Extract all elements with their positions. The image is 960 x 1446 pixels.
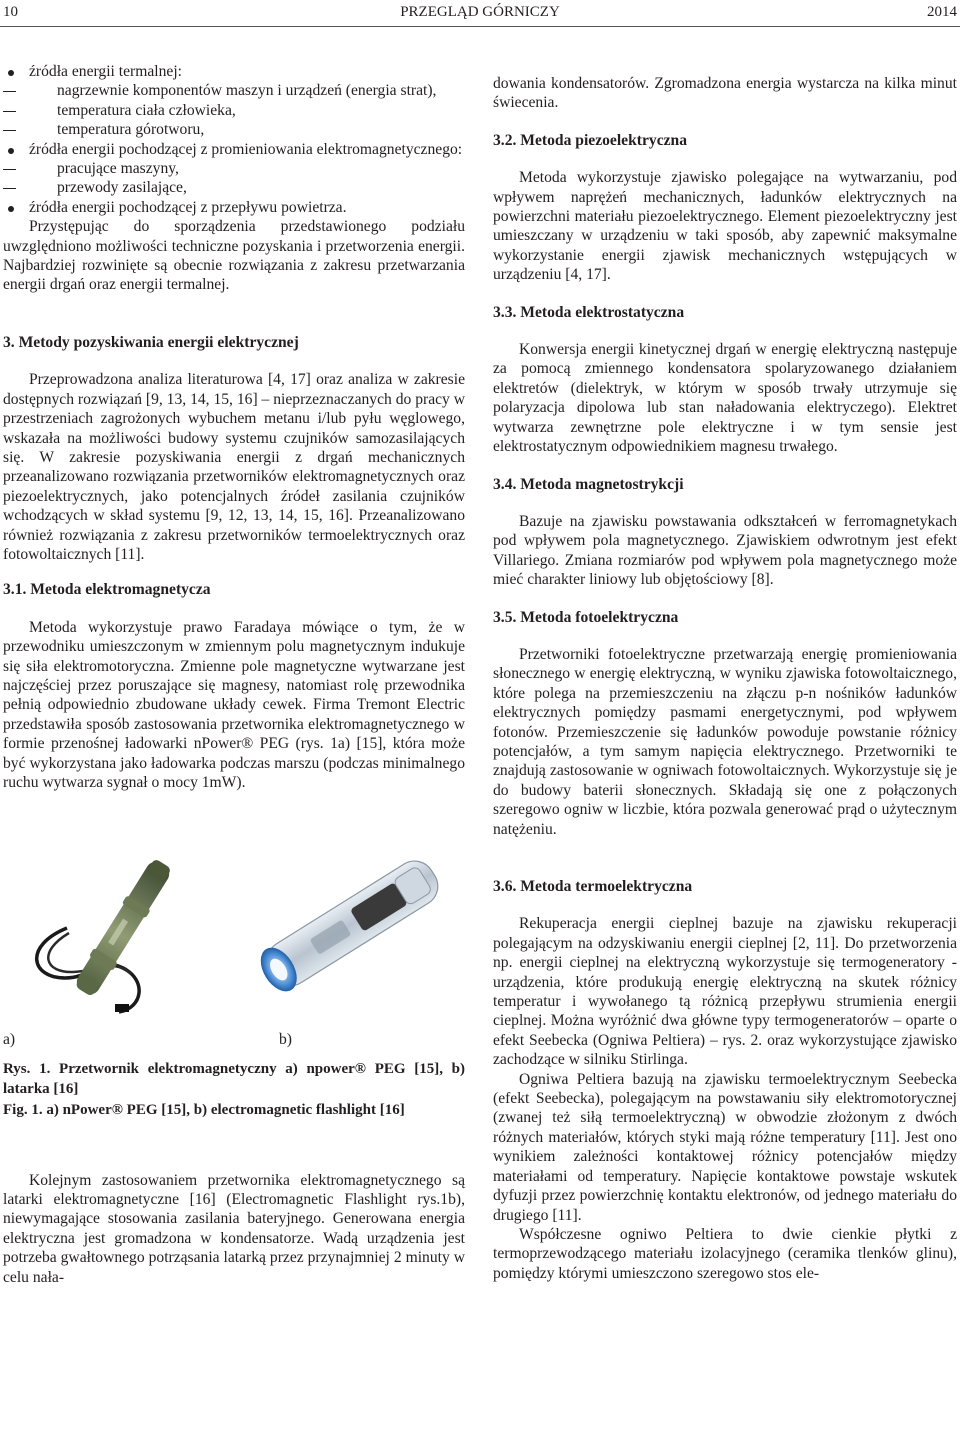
section-3-3-paragraph: Konwersja energii kinetycznej drgań w energię elektryczną następuje za pomocą zmiennego kondensatora spolaryzowanego działaniem elektretów (dielektryk, w którym w sposób trwały utrzymuje się polaryzacja dipolowa lub stan naładowania elektryczego). Elektret wytwarza zewnętrzne pole elektryczne i w tym sensie jest elektrostatycznym odpowiednikiem magnesu trwałego. (493, 341, 957, 456)
figure-label-b: b) (279, 1031, 292, 1049)
intro-paragraph: Przystępując do sporządzenia przedstawionego podziału uwzględniono możliwości techniczne pozyskania i przetworzenia energii. Najbardziej rozwinięte są obecnie rozwiązania z zakresu przetwarzania energii drgań oraz energii termalnej. (3, 218, 465, 294)
figure-1 (3, 828, 465, 1048)
sub-list (29, 81, 465, 139)
caption-english: Fig. 1. a) nPower® PEG [15], b) electromagnetic flashlight [16] (3, 1102, 405, 1119)
caption-polish: Rys. 1. Przetwornik elektromagnetyczny a) npower® PEG [15], b) latarka [16] (3, 1061, 465, 1097)
section-3-paragraph: Przeprowadzona analiza literaturowa [4, 17] oraz analiza w zakresie dostępnych rozwiązań [9, 13, 14, 15, 16] – nieprzeznaczanych do pracy w przestrzeniach zagrożonych wybuchem metanu i/lub pyłu węglowego, wskazała na możliwości budowy systemu czujników samozasilających się. W zakresie pozyskiwania energii z drgań mechanicznych przeanalizowano rozwiązania przetworników elektromagnetycznych oraz piezoelektrycznych, jako potencjalnych źródeł zasilania czujników wchodzących w skład systemu [9, 12, 13, 14, 15, 16]. Przeanalizowano również rozwiązania z zakresu przetworników termoelektrycznych oraz fotowoltaicznych [11]. (3, 371, 466, 563)
sub-list-item: temperatura ciała człowieka, (3, 101, 465, 120)
section-3-3-heading: 3.3. Metoda elektrostatyczna (493, 303, 685, 321)
flashlight-paragraph: Kolejnym zastosowaniem przetwornika elektromagnetycznego są latarki elektromagnetyczne [16] (Electromagnetic Flashlight rys.1b), niewymagające stosowania zasilania bateryjnego. Generowana energia elektryczna jest gromadzona w kondensatorze. Wadą urządzenia jest potrzeba gwałtownego potrząsania latarką przez przynajmniej 2 minuty w celu nała- (3, 1171, 465, 1286)
section-3-6-paragraph-2: Ogniwa Peltiera bazują na zjawisku termoelektrycznym Seebecka (efekt Seebecka), polegającym na powstawaniu siły elektromotorycznej (zwanej też siłą termoelektryczną) w obwodzie złożonym z dwóch różnych materiałów, których styki mają różne temperatury [11]. Jest ono wynikiem zależności kontaktowej różnicy potencjałów między materiałami od temperatury. Napięcie kontaktowe powstaje wskutek dyfuzji przez powierzchnię kontaktu elektronów, od jednego materiału do drugiego [11]. (493, 1070, 957, 1224)
section-3-5-paragraph: Przetworniki fotoelektryczne przetwarzają energię promieniowania słonecznego w energię elektryczną, w wyniku zjawiska fotowoltaicznego, które polega na przemieszczeniu na złączu p-n nośników ładunków elektrycznych pomiędzy pasmami energetycznymi, pod wpływem fotonów. Przemieszczenie się ładunków powoduje powstanie różnicy potencjałów, a tym samym napięcia elektrycznego. Przetworniki te znajdują zastosowanie w ogniwach fotowoltaicznych. Wykorzystuje się je do budowy baterii słonecznych. Składają się one z połączonych szeregowo ogniw w liczbie, która pozwala generować prąd o użytecznym natężeniu. (493, 645, 957, 838)
page-number: 10 (3, 4, 18, 20)
sub-list-item: nagrzewnie komponentów maszyn i urządzeń (energia strat), (3, 81, 465, 100)
list-item (3, 140, 465, 198)
section-3-6-paragraph-3: Współczesne ogniwo Peltiera to dwie cienkie płytki z termoprzewodzącego materiału izolacyjnego (ceramika tlenków glinu), pomiędzy którymi umieszczono szeregowo stos ele- (493, 1225, 957, 1282)
sub-list-item: pracujące maszyny, (3, 159, 465, 178)
sub-list-item: temperatura górotworu, (3, 120, 465, 139)
page-header (0, 0, 960, 27)
list-item-text: źródła energii termalnej: (29, 63, 182, 80)
section-3-2-paragraph: Metoda wykorzystuje zjawisko polegające na wytwarzaniu, pod wpływem naprężeń mechanicznych, ładunków elektrycznych na powierzchni materiału piezoelektrycznego. Element piezoelektryczny jest umieszczany w urządzeniu w taki sposób, aby zapewnić maksymalne wykorzystanie energii zjawisk mechanicznych wstępujących w urządzeniu [4, 17]. (493, 169, 957, 284)
list-item-text: źródła energii pochodzącej z promieniowania elektromagnetycznego: (29, 140, 463, 158)
section-3-6-heading: 3.6. Metoda termoelektryczna (493, 878, 693, 895)
section-3-1-paragraph: Metoda wykorzystuje prawo Faradaya mówiące o tym, że w przewodniku umieszczonym w zmiennym polu magnetycznym indukuje się siła elektromotoryczna. Zmienne pole magnetyczne wytwarzane jest najczęściej przez poruszające się magnesy, natomiast rolę przewodnika pełnią odpowiednio zbudowane układy cewek. Firma Tremont Electric przedstawiła sposób zastosowania przetwornika elektromagnetycznego w formie przenośnej ładowarki nPower® PEG (rys. 1a) [15], która może być wykorzystana jako ładowarka podczas marszu (podczas minimalnego ruchu wytwarza sygnał o mocy 1mW). (3, 618, 465, 791)
energy-source-list (3, 62, 465, 217)
sub-list-item: przewody zasilające, (3, 178, 465, 197)
sub-list (29, 159, 465, 198)
journal-title: PRZEGLĄD GÓRNICZY (400, 4, 560, 20)
left-column (3, 62, 465, 1287)
figure-caption (3, 1060, 465, 1120)
list-item (3, 62, 465, 140)
right-column (493, 74, 957, 1283)
section-3-2-heading: 3.2. Metoda piezoelektryczna (493, 131, 688, 149)
section-3-5-heading: 3.5. Metoda fotoelektryczna (493, 608, 679, 626)
npower-peg-charger-photo (23, 828, 223, 1028)
publication-year: 2014 (927, 4, 957, 20)
section-3-6-paragraph-1: Rekuperacja energii cieplnej bazuje na zjawisku rekuperacji polegającym na odzyskiwaniu energii cieplnej [2, 11]. Do przetworzenia np. energii cieplnej na elektryczną wykorzystuje się termogeneratory - urządzenia, które produkują energię elektryczną na skutek różnicy temperatur i wywołanego tą różnicą przepływu strumienia energii cieplnej. Można wyróżnić dwa główne typy termogeneratorów – oparte o efekt Seebecka (Ogniwa Peltiera) – rys. 2. oraz wykorzystujące zjawisko zachodzące w silniku Stirlinga. (493, 915, 957, 1069)
section-3-1-heading: 3.1. Metoda elektromagnetycza (3, 581, 211, 599)
section-3-heading: 3. Metody pozyskiwania energii elektrycznej (3, 333, 299, 351)
list-item (3, 198, 465, 217)
figure-label-a: a) (3, 1031, 16, 1049)
list-item-text: źródła energii pochodzącej z przepływu powietrza. (29, 198, 347, 216)
section-3-4-heading: 3.4. Metoda magnetostrykcji (493, 475, 684, 493)
section-3-4-paragraph: Bazuje na zjawisku powstawania odkształceń w ferromagnetykach pod wpływem pola magnetycznego. Zjawiskiem odwrotnym jest efekt Villariego. Zmiana rozmiarów pod wpływem pola magnetycznego może mieć charakter liniowy lub objętościowy [8]. (493, 512, 957, 589)
electromagnetic-flashlight-photo (238, 830, 463, 1020)
continuation-paragraph: dowania kondensatorów. Zgromadzona energia wystarcza na kilka minut świecenia. (493, 75, 957, 112)
